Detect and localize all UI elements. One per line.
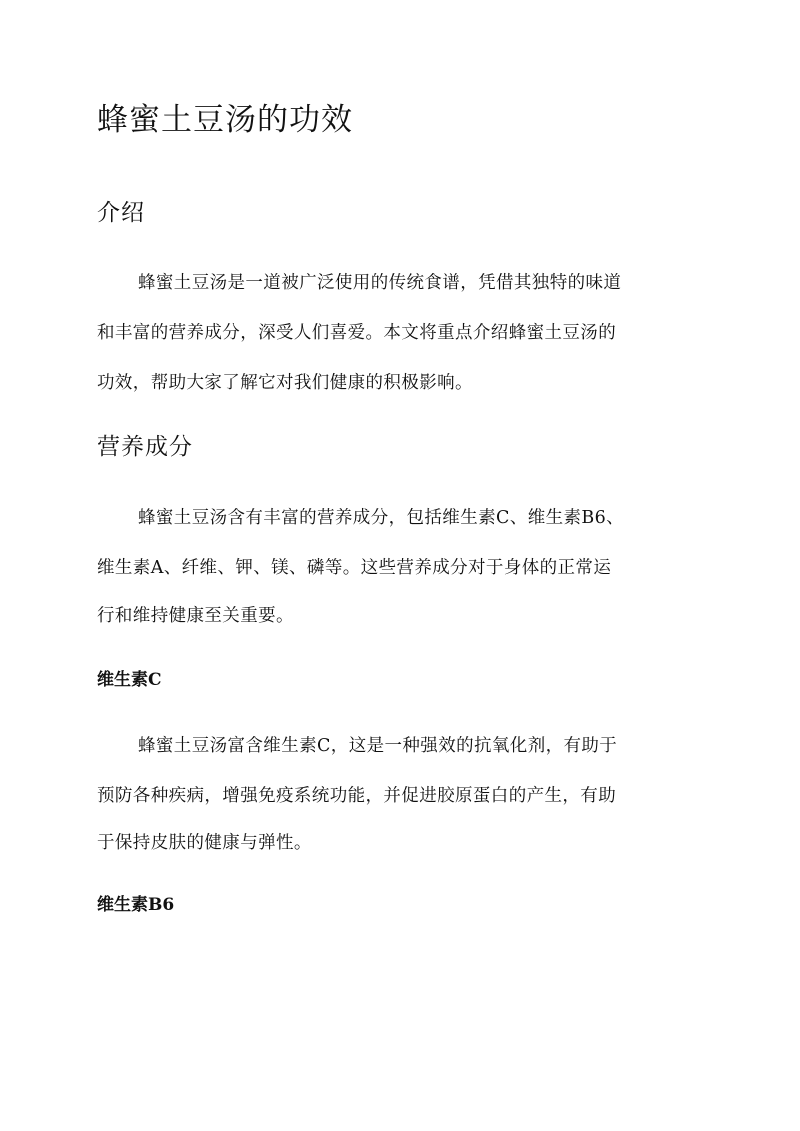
paragraph-line: 蜂蜜土豆汤是一道被广泛使用的传统食谱，凭借其独特的味道 xyxy=(138,273,622,293)
subsection-heading-vitamin-c: 维生素C xyxy=(97,670,162,690)
paragraph-line: 蜂蜜土豆汤富含维生素C，这是一种强效的抗氧化剂，有助于 xyxy=(138,736,618,756)
paragraph-line: 预防各种疾病，增强免疫系统功能，并促进胶原蛋白的产生，有助 xyxy=(97,786,617,806)
paragraph-line: 维生素A、纤维、钾、镁、磷等。这些营养成分对于身体的正常运 xyxy=(97,558,612,578)
paragraph-line: 和丰富的营养成分，深受人们喜爱。本文将重点介绍蜂蜜土豆汤的 xyxy=(97,323,617,343)
paragraph-line: 行和维持健康至关重要。 xyxy=(97,606,294,626)
section-heading-nutrition: 营养成分 xyxy=(97,434,193,460)
document-title: 蜂蜜土豆汤的功效 xyxy=(97,102,353,138)
section-heading-intro: 介绍 xyxy=(97,200,145,226)
paragraph-line: 功效，帮助大家了解它对我们健康的积极影响。 xyxy=(97,373,473,393)
paragraph-line: 蜂蜜土豆汤含有丰富的营养成分，包括维生素C、维生素B6、 xyxy=(138,508,625,528)
paragraph-line: 于保持皮肤的健康与弹性。 xyxy=(97,833,312,853)
subsection-heading-vitamin-b6: 维生素B6 xyxy=(97,895,175,915)
